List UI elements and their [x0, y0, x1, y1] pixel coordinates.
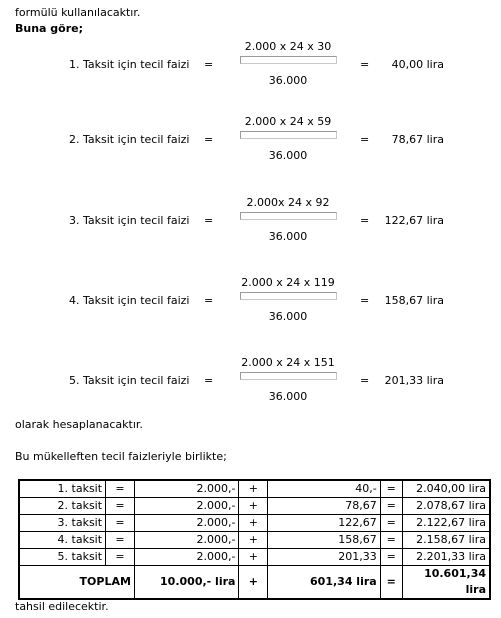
formula-label: 5. Taksit için tecil faizi [69, 374, 190, 387]
formula-numerator: 2.000 x 24 x 119 [241, 276, 335, 289]
operator-cell: = [380, 480, 402, 498]
total-cell: 2.158,67 lira [402, 532, 490, 549]
total-principal-cell: 10.000,- lira [134, 566, 239, 600]
total-cell: 2.201,33 lira [402, 549, 490, 566]
installment-cell: 3. taksit [19, 515, 106, 532]
operator-cell: + [239, 515, 268, 532]
operator-cell: = [106, 498, 135, 515]
total-label-cell: TOPLAM [19, 566, 134, 600]
installment-cell: 1. taksit [19, 480, 106, 498]
formula-numerator: 2.000 x 24 x 151 [241, 356, 335, 369]
installment-summary-table [18, 479, 491, 600]
operator-cell: = [380, 566, 402, 600]
formula-result: 78,67 lira [391, 133, 444, 146]
interest-cell: 201,33 [268, 549, 380, 566]
operator-cell: + [239, 566, 268, 600]
equals-sign: = [360, 294, 370, 307]
equals-sign: = [360, 133, 370, 146]
fraction-bar [240, 131, 337, 139]
total-cell: 2.078,67 lira [402, 498, 490, 515]
heading: Buna göre; [15, 22, 84, 35]
formula-numerator: 2.000x 24 x 92 [246, 196, 330, 209]
principal-cell: 2.000,- [134, 498, 239, 515]
operator-cell: + [239, 480, 268, 498]
interest-cell: 158,67 [268, 532, 380, 549]
operator-cell: = [106, 532, 135, 549]
table-row [19, 532, 490, 549]
formula-3 [0, 196, 501, 256]
formula-label: 3. Taksit için tecil faizi [69, 214, 190, 227]
installment-cell: 5. taksit [19, 549, 106, 566]
formula-numerator: 2.000 x 24 x 30 [244, 40, 332, 53]
total-interest-cell: 601,34 lira [268, 566, 380, 600]
formula-denominator: 36.000 [268, 149, 308, 162]
formula-result: 201,33 lira [384, 374, 444, 387]
formula-denominator: 36.000 [268, 230, 308, 243]
operator-cell: = [380, 549, 402, 566]
formula-1 [0, 40, 501, 100]
equals-sign: = [360, 214, 370, 227]
principal-cell: 2.000,- [134, 480, 239, 498]
after-formulas-text: olarak hesaplanacaktır. [15, 418, 143, 431]
formula-4 [0, 276, 501, 336]
formula-denominator: 36.000 [268, 390, 308, 403]
interest-cell: 78,67 [268, 498, 380, 515]
operator-cell: = [380, 498, 402, 515]
equals-sign: = [204, 294, 214, 307]
equals-sign: = [204, 214, 214, 227]
equals-sign: = [360, 58, 370, 71]
equals-sign: = [204, 58, 214, 71]
table-row [19, 549, 490, 566]
table-intro-text: Bu mükelleften tecil faizleriyle birlikte; [15, 450, 227, 463]
equals-sign: = [360, 374, 370, 387]
formula-label: 2. Taksit için tecil faizi [69, 133, 190, 146]
formula-result: 40,00 lira [391, 58, 444, 71]
formula-result: 158,67 lira [384, 294, 444, 307]
interest-cell: 122,67 [268, 515, 380, 532]
operator-cell: + [239, 549, 268, 566]
principal-cell: 2.000,- [134, 515, 239, 532]
formula-5 [0, 356, 501, 416]
operator-cell: = [106, 480, 135, 498]
fraction-bar [240, 292, 337, 300]
table-row [19, 515, 490, 532]
formula-denominator: 36.000 [268, 74, 308, 87]
fraction-bar [240, 372, 337, 380]
equals-sign: = [204, 374, 214, 387]
principal-cell: 2.000,- [134, 549, 239, 566]
operator-cell: + [239, 532, 268, 549]
operator-cell: = [380, 515, 402, 532]
total-cell: 2.122,67 lira [402, 515, 490, 532]
equals-sign: = [204, 133, 214, 146]
formula-result: 122,67 lira [384, 214, 444, 227]
interest-cell: 40,- [268, 480, 380, 498]
installment-cell: 2. taksit [19, 498, 106, 515]
table-total-row [19, 566, 490, 600]
closing-text: tahsil edilecektir. [15, 600, 109, 613]
installment-cell: 4. taksit [19, 532, 106, 549]
operator-cell: = [106, 549, 135, 566]
operator-cell: = [380, 532, 402, 549]
fraction-bar [240, 212, 337, 220]
formula-numerator: 2.000 x 24 x 59 [244, 115, 332, 128]
formula-denominator: 36.000 [268, 310, 308, 323]
table-row [19, 498, 490, 515]
operator-cell: + [239, 498, 268, 515]
principal-cell: 2.000,- [134, 532, 239, 549]
table-row [19, 480, 490, 498]
intro-line: formülü kullanılacaktır. [15, 6, 141, 19]
formula-label: 4. Taksit için tecil faizi [69, 294, 190, 307]
formula-label: 1. Taksit için tecil faizi [69, 58, 190, 71]
grand-total-cell: 10.601,34 lira [402, 566, 490, 600]
operator-cell: = [106, 515, 135, 532]
fraction-bar [240, 56, 337, 64]
total-cell: 2.040,00 lira [402, 480, 490, 498]
formula-2 [0, 115, 501, 175]
